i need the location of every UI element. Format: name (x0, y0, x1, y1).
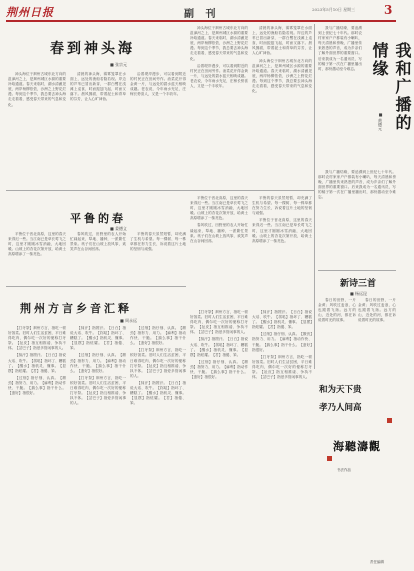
article2-title: 平鲁的春 (70, 212, 126, 225)
article3-col4 (190, 310, 248, 565)
page-number: 3 (384, 3, 393, 17)
article1-col4 (190, 26, 248, 186)
article4-byline: ■ 黄德元 (378, 112, 383, 131)
article2-col3-text: 平鲁的春天虽然短暂，却充满了生机与希望。每一棵树、每一株草都在努力生长，诉说着这片土地的坚韧与顽强。 (130, 232, 186, 252)
article4-title: 我和广播的情缘 (370, 42, 412, 132)
section-divider-2 (6, 286, 186, 287)
article3-col4-text: 【打牙祭】荆州方言，指吃一顿好饭菜。旧时人们生活贫困，平日难得吃肉，偶尔吃一次好的便称打牙祭。【扯皮】指互相推诿、争执不休。【岔巴子】指爱多管闲事的人。 (190, 310, 248, 335)
article1-col5 (252, 26, 312, 186)
article2-col5 (252, 196, 312, 306)
article3-col3-text2: 【打牙祭】荆州方言，指吃一顿好饭菜。旧时人们生活贫困，平日难得吃肉，偶尔吃一次好的便称打牙祭。【扯皮】指互相推诿、争执不休。【岔巴子】指爱多管闲事的人。 (130, 348, 186, 378)
article1-col1 (8, 72, 66, 182)
calligraphy-area (317, 378, 397, 568)
article3-title: 荆州方言乡音汇释 (20, 302, 132, 315)
masthead (6, 3, 396, 19)
article3-col5-text: 【抹汗】指擦汗。【日白】指说大话、吹牛。【拐哒】指坏了、糟糕了。【醒水】指机灵、懂事。【显摆】指炫耀。【苕】指傻、笨。 (252, 310, 312, 330)
section-divider-1 (6, 190, 314, 191)
article3-col5-text2: 【过细】指仔细、认真。【攒劲】指努力、用力。【麻利】指动作快、干脆。【搞么事】指干什么。【蛮好】指很好。 (252, 332, 312, 352)
article2-col2 (70, 232, 126, 282)
article2-col2-text: 春风吹过，田野里的农人开始忙碌起来，犁地、播种，一派繁忙景象。孩子们在山坡上放风筝，欢笑声在山谷间回荡。 (70, 232, 126, 252)
article3-col4-text2: 【抹汗】指擦汗。【日白】指说大话、吹牛。【拐哒】指坏了、糟糕了。【醒水】指机灵、懂事。【显摆】指炫耀。【苕】指傻、笨。 (190, 337, 248, 357)
article3-col1-text3: 【过细】指仔细、认真。【攒劲】指努力、用力。【麻利】指动作快、干脆。【搞么事】指干什么。【蛮好】指很好。 (8, 375, 66, 396)
article2-col5-text: 平鲁的春天虽然短暂，却充满了生机与希望。每一棵树、每一株草都在努力生长，诉说着这片土地的坚韧与顽强。 (252, 196, 312, 216)
calligraphy-line2: 孝乃人间高 (319, 403, 362, 413)
article2-col4-text2: 春风吹过，田野里的农人开始忙碌起来，犁地、播种，一派繁忙景象。孩子们在山坡上放风筝，欢笑声在山谷间回荡。 (190, 223, 248, 243)
masthead-rule (6, 20, 396, 22)
article1-col1-text: 神头海位于荆州古城东北方向的沮漳河之上，是荆州城区水源的重要补给通道。春天来临时，湖水清澈见底，两岸杨柳依依，沙洲之上野花烂漫。每到这个季节，我总要去神头海走走看看，感受春天带来的气息和变化。 (8, 72, 66, 107)
newspaper-logo: 荆州日报 (6, 6, 54, 19)
article3-col3-text: 【过细】指仔细、认真。【攒劲】指努力、用力。【麻利】指动作快、干脆。【搞么事】指干什么。【蛮好】指很好。 (130, 326, 186, 346)
article2-col5-text2: 平鲁位于晋北高原，这里的春天来得迟一些。当江南已是草长莺飞之时，这里才刚刚冰雪消融，大地回暖。山坡上的杏花次第开放，给黄土高原增添了一抹亮色。 (252, 218, 312, 243)
calligraphy-line3: 海聽濤觀 (333, 440, 381, 453)
issue-date: 2023年5月10日 星期三 (312, 7, 356, 12)
article2-col3 (130, 232, 186, 282)
seal-stamp-2 (327, 456, 332, 461)
calligraphy-caption: 书法作品 (337, 468, 351, 472)
seal-stamp (387, 418, 392, 423)
section-title: 副 刊 (184, 9, 220, 20)
article1-title: 春到神头海 (50, 41, 135, 57)
article4-text2: 我与广播结缘，要追溯到上世纪七十年代。那时农村家家户户都装有小喇叭，每天清晨和傍晚，广播里传来熟悉的声音，成为乡亲们了解外面世界的重要窗口。后来我成为一名通讯员，写的稿子第一次在广播里播出时，那份激动至今难忘。 (318, 170, 396, 200)
article4-col2 (318, 170, 396, 265)
article5-col2 (358, 298, 396, 373)
article2-col4 (190, 196, 248, 306)
article3-col5 (252, 310, 312, 565)
article2-col4-text: 平鲁位于晋北高原，这里的春天来得迟一些。当江南已是草长莺飞之时，这里才刚刚冰雪消融，大地回暖。山坡上的杏花次第开放，给黄土高原增添了一抹亮色。 (190, 196, 248, 221)
article3-col2-text2: 【过细】指仔细、认真。【攒劲】指努力、用力。【麻利】指动作快、干脆。【搞么事】指干什么。【蛮好】指很好。 (70, 353, 126, 373)
article5-text1: 春日的田野，一片金黄；风吹过麦浪，心也跟着飞扬。远方的山，近处的河，都在诉说着时光的故事。 (318, 298, 356, 323)
section-divider-3 (318, 270, 396, 271)
article3-col2-text3: 【打牙祭】荆州方言，指吃一顿好饭菜。旧时人们生活贫困，平日难得吃肉，偶尔吃一次好的便称打牙祭。【扯皮】指互相推诿、争执不休。【岔巴子】指爱多管闲事的人。 (70, 375, 126, 406)
article3-col5-text3: 【打牙祭】荆州方言，指吃一顿好饭菜。旧时人们生活贫困，平日难得吃肉，偶尔吃一次好的便称打牙祭。【扯皮】指互相推诿、争执不休。【岔巴子】指爱多管闲事的人。 (252, 354, 312, 380)
article3-col4-text3: 【过细】指仔细、认真。【攒劲】指努力、用力。【麻利】指动作快、干脆。【搞么事】指干什么。【蛮好】指很好。 (190, 359, 248, 380)
article2-byline: ■ 姜德义 (110, 226, 128, 231)
article3-byline: ■ 周永远 (120, 318, 138, 323)
article1-col5-text2: 神头海位于荆州古城东北方向的沮漳河之上，是荆州城区水源的重要补给通道。春天来临时，湖水清澈见底，两岸杨柳依依，沙洲之上野花烂漫。每到这个季节，我总要去神头海走走看看，感受春天带来的气息和变化。 (252, 58, 312, 94)
article4-text1: 我与广播结缘，要追溯到上世纪七十年代。那时农村家家户户都装有小喇叭，每天清晨和傍晚，广播里传来熟悉的声音，成为乡亲们了解外面世界的重要窗口。后来我成为一名通讯员，写的稿子第一次在广播里播出时，那份激动至今难忘。 (318, 26, 362, 71)
calligraphy-line1: 和为天下贵 (319, 385, 362, 395)
article1-byline: ■ 张宗元 (110, 62, 128, 67)
article4-col1 (318, 26, 362, 166)
article3-col1 (8, 326, 66, 566)
article1-col2-text: 清晨的神头海，薄雾笼罩在水面上，远处的渔船若隐若现。岸边的芦苇已冒出新芽，一群白鹭在浅滩上觅食，时而振翅飞起，时而又落下。晨风拂面，带着泥土和青草的芬芳，让人心旷神怡。 (70, 72, 126, 102)
article2-col1-text: 平鲁位于晋北高原，这里的春天来得迟一些。当江南已是草长莺飞之时，这里才刚刚冰雪消融，大地回暖。山坡上的杏花次第开放，给黄土高原增添了一抹亮色。 (8, 232, 66, 257)
article5-col1 (318, 298, 356, 373)
article1-col3 (130, 72, 186, 182)
article5-byline: ■ 杨远昆 (350, 291, 368, 296)
article3-col1-text: 【打牙祭】荆州方言，指吃一顿好饭菜。旧时人们生活贫困，平日难得吃肉，偶尔吃一次好的便称打牙祭。【扯皮】指互相推诿、争执不休。【岔巴子】指爱多管闲事的人。 (8, 326, 66, 351)
article1-col2 (70, 72, 126, 182)
article3-col3-text3: 【抹汗】指擦汗。【日白】指说大话、吹牛。【拐哒】指坏了、糟糕了。【醒水】指机灵、懂事。【显摆】指炫耀。【苕】指傻、笨。 (130, 380, 186, 406)
article5-title: 新诗三首 (340, 279, 377, 289)
article1-col5-text: 清晨的神头海，薄雾笼罩在水面上，远处的渔船若隐若现。岸边的芦苇已冒出新芽，一群白鹭在浅滩上觅食，时而振翅飞起，时而又落下。晨风拂面，带着泥土和青草的芬芳，让人心旷神怡。 (252, 26, 312, 56)
article3-col3 (130, 326, 186, 566)
article5-text2: 春日的田野，一片金黄；风吹过麦浪，心也跟着飞扬。远方的山，近处的河，都在诉说着时光的故事。 (358, 298, 396, 323)
editor-credit: 责任编辑 (370, 560, 384, 564)
article1-col4-text2: 沿着堤岸漫步，可以看到附近的村民正在田间劳作。油菜花开得金黄一片，与远处的碧水蓝天相映成趣。老农说，今年雨水充足，庄稼长势喜人，又是一个丰收年。 (190, 63, 248, 89)
article3-col2-text: 【抹汗】指擦汗。【日白】指说大话、吹牛。【拐哒】指坏了、糟糕了。【醒水】指机灵、懂事。【显摆】指炫耀。【苕】指傻、笨。 (70, 326, 126, 351)
column-divider-right (314, 24, 315, 369)
article1-col4-text: 神头海位于荆州古城东北方向的沮漳河之上，是荆州城区水源的重要补给通道。春天来临时，湖水清澈见底，两岸杨柳依依，沙洲之上野花烂漫。每到这个季节，我总要去神头海走走看看，感受春天带来的气息和变化。 (190, 26, 248, 61)
article3-col1-text2: 【抹汗】指擦汗。【日白】指说大话、吹牛。【拐哒】指坏了、糟糕了。【醒水】指机灵、懂事。【显摆】指炫耀。【苕】指傻、笨。 (8, 353, 66, 373)
article1-col3-text: 沿着堤岸漫步，可以看到附近的村民正在田间劳作。油菜花开得金黄一片，与远处的碧水蓝天相映成趣。老农说，今年雨水充足，庄稼长势喜人，又是一个丰收年。 (130, 72, 186, 97)
article3-col2 (70, 326, 126, 566)
article2-col1 (8, 232, 66, 282)
